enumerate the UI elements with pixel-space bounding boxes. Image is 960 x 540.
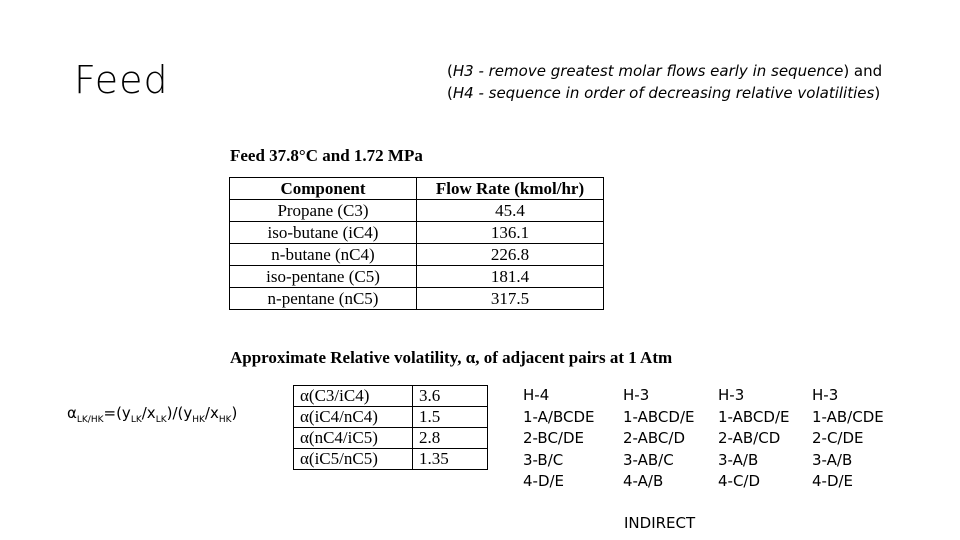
- sequence-step: 4-A/B: [623, 472, 664, 490]
- sequence-step: 1-ABCD/E: [718, 407, 790, 426]
- sequence-step: 4-D/E: [812, 472, 854, 490]
- sequence-step: 2-BC/DE: [523, 429, 585, 447]
- table-row: [230, 200, 604, 222]
- sequence-column-2: [623, 385, 694, 493]
- sequence-step: 2-AB/CD: [718, 429, 781, 447]
- table-row: [294, 428, 488, 449]
- volatility-table: [293, 385, 488, 470]
- volatility-value: 3.6: [413, 386, 488, 407]
- indirect-label: INDIRECT: [624, 514, 696, 532]
- pair-label: α(nC4/iC5): [294, 428, 413, 449]
- sequence-step: 2-ABC/D: [623, 429, 685, 447]
- header-component: Component: [230, 178, 417, 200]
- table-row: [294, 449, 488, 470]
- table-row: [294, 386, 488, 407]
- volatility-value: 2.8: [413, 428, 488, 449]
- volatility-value: 1.5: [413, 407, 488, 428]
- sequence-step: 1-A/BCDE: [523, 407, 595, 426]
- sequence-label: H-3: [812, 386, 839, 404]
- table-row: [294, 407, 488, 428]
- sequence-step: 4-D/E: [523, 472, 565, 490]
- sequence-step: 3-A/B: [812, 450, 853, 469]
- flow-rate-value: 226.8: [417, 244, 604, 266]
- heuristics-note: [447, 60, 882, 104]
- flow-rate-value: 317.5: [417, 288, 604, 310]
- table-row: [230, 266, 604, 288]
- volatility-heading: Approximate Relative volatility, α, of adjacent pairs at 1 Atm: [230, 348, 673, 367]
- sequence-label: H-3: [718, 386, 745, 404]
- sequence-column-3: [718, 385, 789, 493]
- table-row: [230, 222, 604, 244]
- feed-table: [229, 177, 604, 310]
- heuristic-h4-line: (H4 - sequence in order of decreasing relative volatilities): [447, 84, 881, 102]
- component-name: iso-butane (iC4): [230, 222, 417, 244]
- table-row: [230, 288, 604, 310]
- sequence-step: 1-AB/CDE: [812, 407, 884, 426]
- sequence-label: H-3: [623, 386, 650, 404]
- pair-label: α(C3/iC4): [294, 386, 413, 407]
- sequence-step: 4-C/D: [718, 472, 761, 490]
- component-name: n-pentane (nC5): [230, 288, 417, 310]
- sequence-step: 1-ABCD/E: [623, 407, 695, 426]
- sequence-step: 2-C/DE: [812, 429, 864, 447]
- volatility-value: 1.35: [413, 449, 488, 470]
- sequence-step: 3-AB/C: [623, 450, 674, 469]
- table-row: [230, 244, 604, 266]
- sequence-step: 3-B/C: [523, 450, 564, 469]
- component-name: n-butane (nC4): [230, 244, 417, 266]
- sequence-column-4: [812, 385, 884, 493]
- pair-label: α(iC5/nC5): [294, 449, 413, 470]
- sequence-column-1: [523, 385, 594, 493]
- component-name: iso-pentane (C5): [230, 266, 417, 288]
- slide-title: Feed: [74, 58, 169, 102]
- feed-conditions-heading: Feed 37.8°C and 1.72 MPa: [230, 146, 423, 165]
- alpha-definition: $\alpha_{LK/HK}=(y_{LK}/x_{LK})/(y_{HK}/x_{HK})$: [67, 404, 238, 425]
- header-flow-rate: Flow Rate (kmol/hr): [417, 178, 604, 200]
- flow-rate-value: 136.1: [417, 222, 604, 244]
- sequence-label: H-4: [523, 386, 550, 404]
- flow-rate-value: 45.4: [417, 200, 604, 222]
- flow-rate-value: 181.4: [417, 266, 604, 288]
- pair-label: α(iC4/nC4): [294, 407, 413, 428]
- heuristic-h3-line: (H3 - remove greatest molar flows early in sequence) and: [447, 62, 883, 80]
- sequence-step: 3-A/B: [718, 450, 759, 469]
- component-name: Propane (C3): [230, 200, 417, 222]
- feed-table-header: [230, 178, 604, 200]
